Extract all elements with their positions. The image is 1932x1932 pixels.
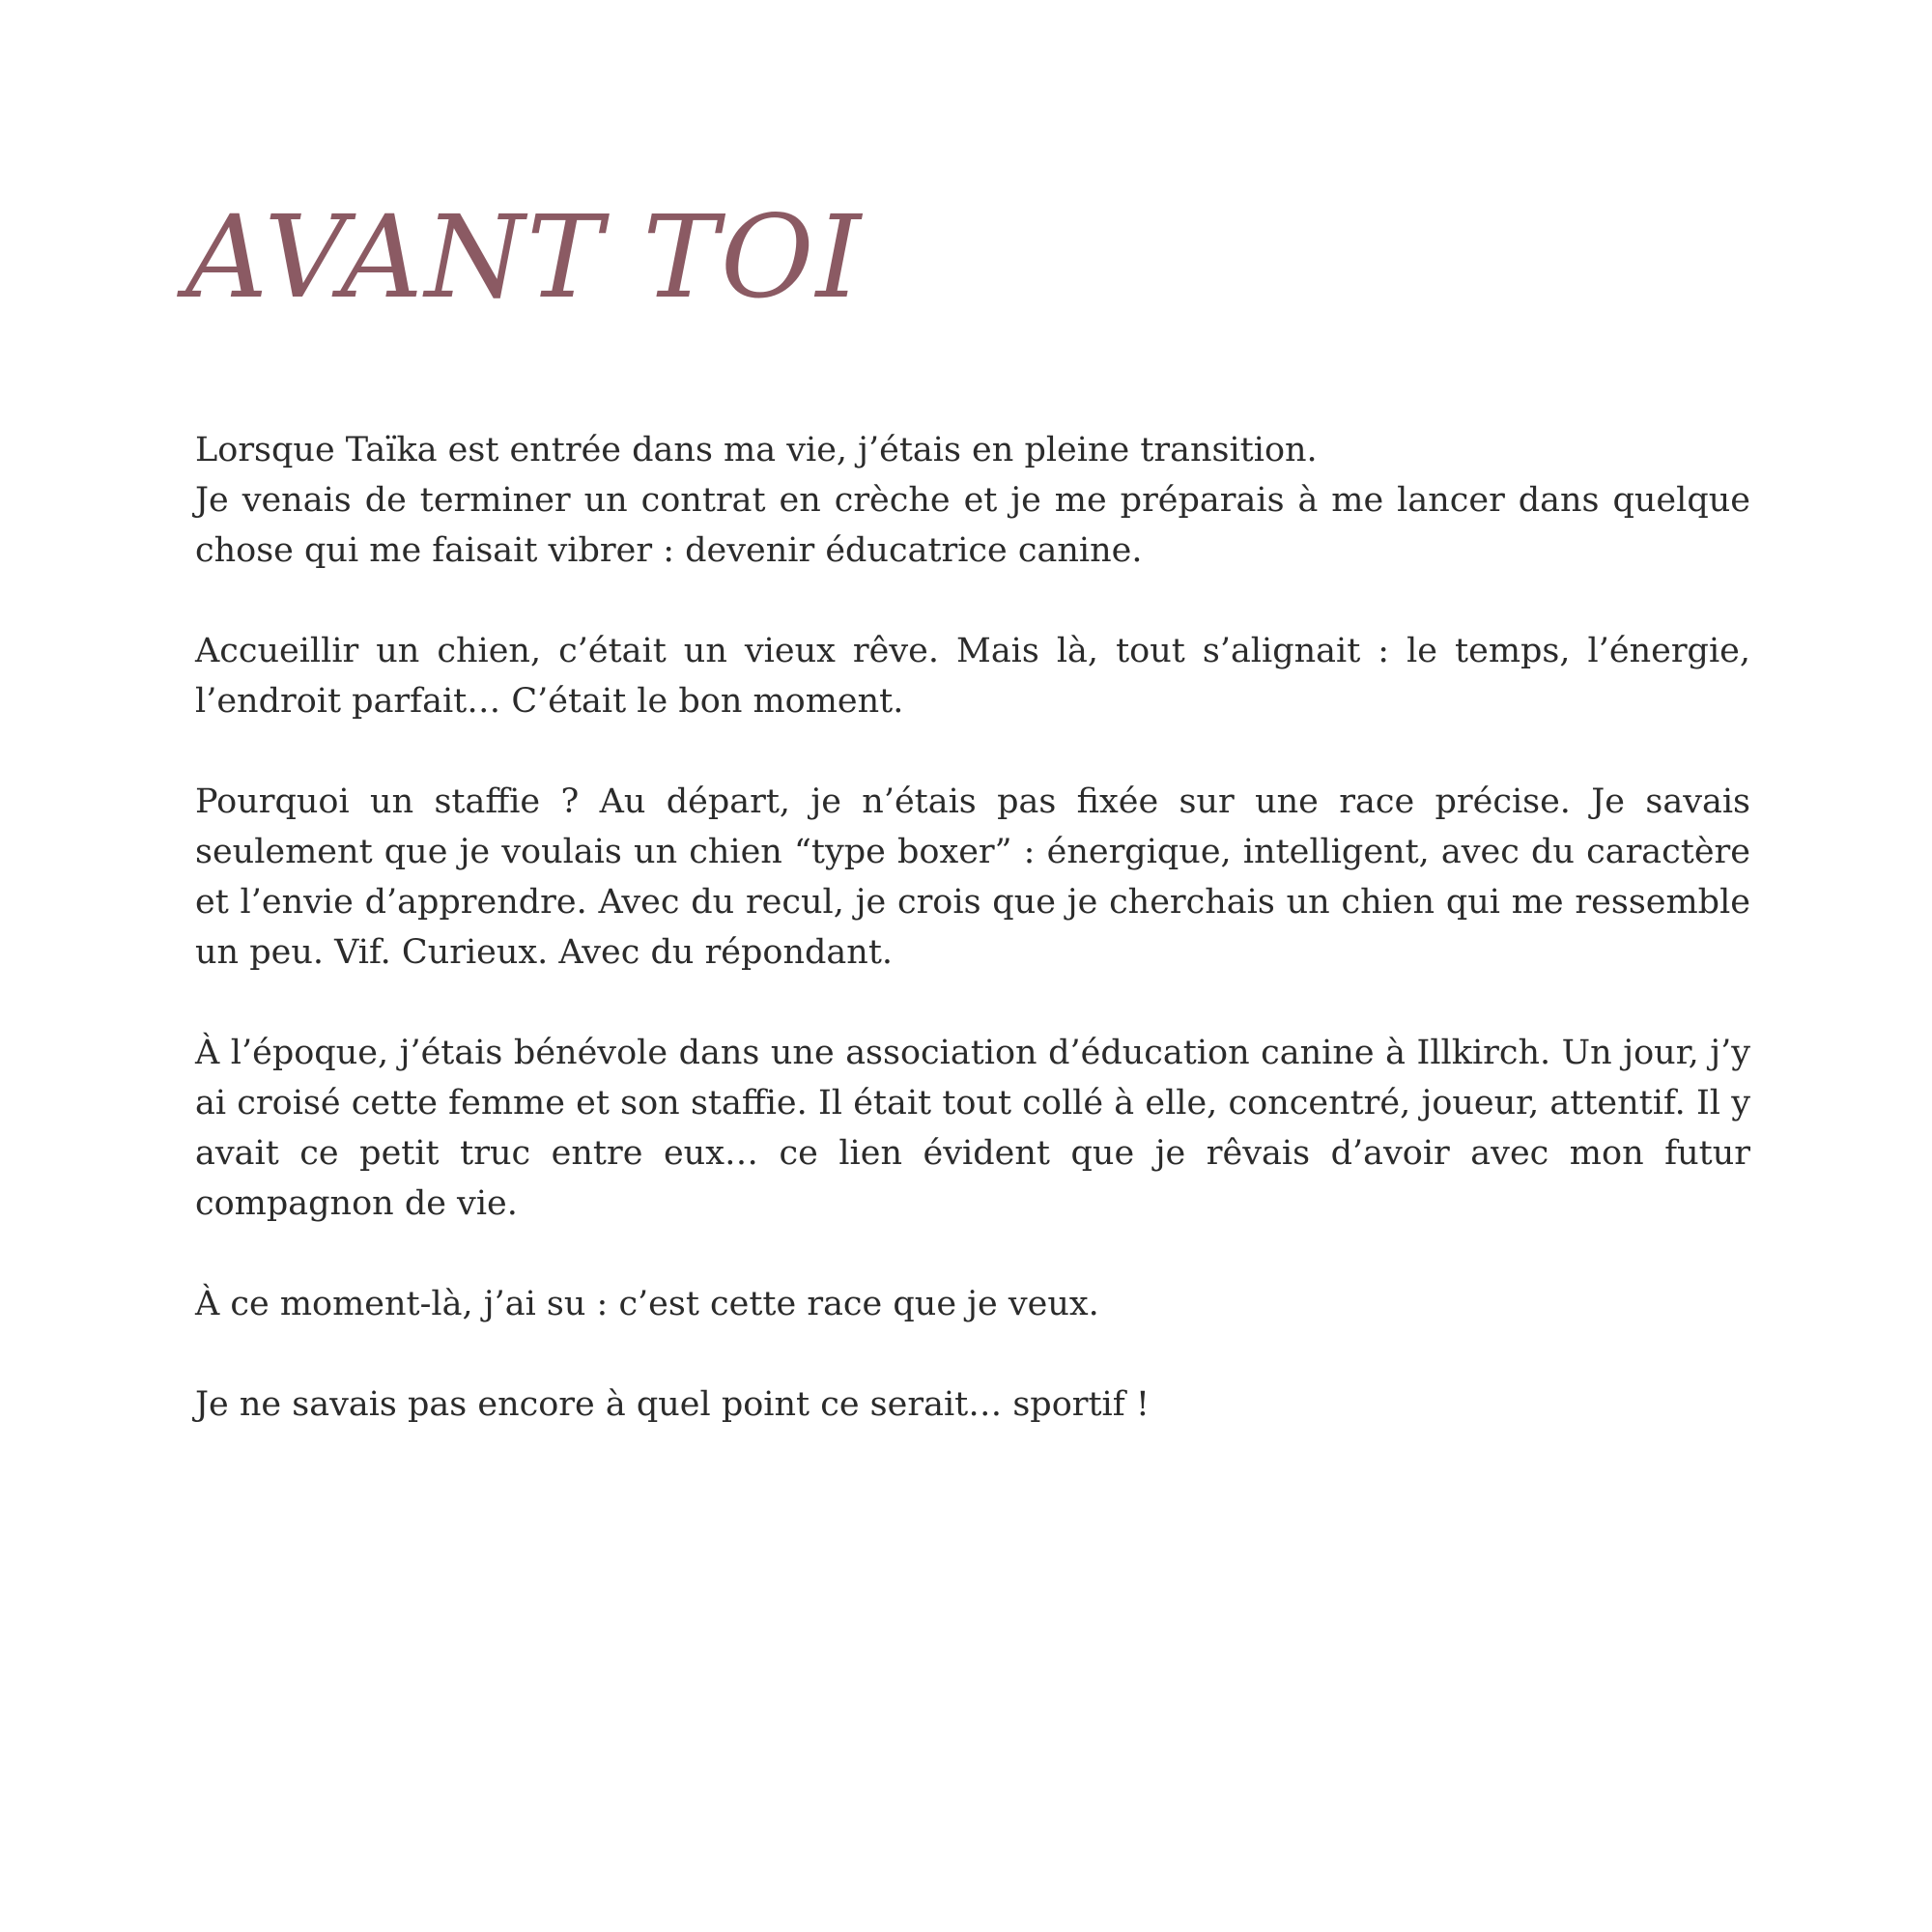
paragraph-2: Accueillir un chien, c’était un vieux rêve. Mais là, tout s’alignait : le temps, l’énergie, l’endroit parfait… C’était le bon moment.: [195, 632, 1750, 721]
paragraph-1-line-1: Lorsque Taïka est entrée dans ma vie, j’étais en pleine transition.: [195, 431, 1318, 469]
paragraph-1: [195, 425, 1750, 576]
paragraph-6: Je ne savais pas encore à quel point ce serait… sportif !: [195, 1385, 1150, 1424]
paragraph-4: À l’époque, j’étais bénévole dans une association d’éducation canine à Illkirch. Un jour, j’y ai croisé cette femme et son staffie. Il était tout collé à elle, concentré, joueur, attentif. Il y avait ce petit truc entre eux… ce lien évident que je rêvais d’avoir avec mon futur compagnon de vie.: [195, 1034, 1750, 1223]
page-title: AVANT TOI: [185, 190, 864, 324]
paragraph-3: Pourquoi un staffie ? Au départ, je n’étais pas fixée sur une race précise. Je savais seulement que je voulais un chien “type boxer” : énergique, intelligent, avec du caractère et l’envie d’apprendre. Avec du recul, je crois que je cherchais un chien qui me ressemble un peu. Vif. Curieux. Avec du répondant.: [195, 782, 1750, 972]
paragraph-1-line-2: Je venais de terminer un contrat en crèche et je me préparais à me lancer dans quelque chose qui me faisait vibrer : devenir éducatrice canine.: [195, 481, 1750, 570]
body-text: [195, 425, 1750, 1480]
paragraph-5: À ce moment-là, j’ai su : c’est cette race que je veux.: [195, 1285, 1099, 1323]
